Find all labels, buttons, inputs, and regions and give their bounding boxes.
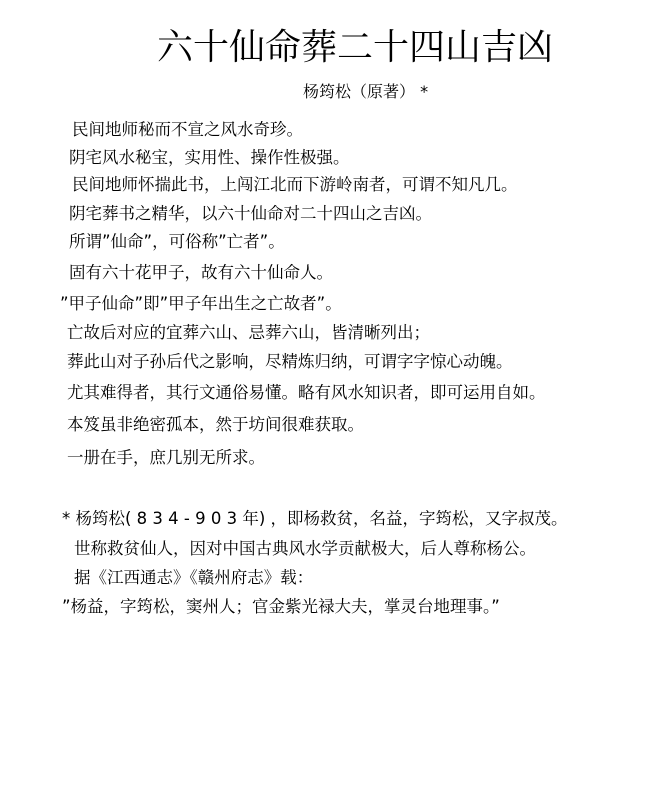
body-line: 民间地师秘而不宣之风水奇珍。 xyxy=(72,120,303,139)
footnote-line: 世称救贫仙人，因对中国古典风水学贡献极大，后人尊称杨公。 xyxy=(74,539,536,558)
body-line: 民间地师怀揣此书，上闯江北而下游岭南者，可谓不知凡几。 xyxy=(72,175,518,194)
body-line: 尤其难得者，其行文通俗易懂。略有风水知识者，即可运用自如。 xyxy=(67,383,546,402)
footnote-line: 据《江西通志》《赣州府志》载： xyxy=(74,568,314,587)
footnote-line: * 杨筠松( 8 3 4 - 9 0 3 年) ，即杨救贫，名益，字筠松，又字叔茂。 xyxy=(62,509,568,528)
body-line: 葬此山对子孙后代之影响，尽精炼归纳，可谓字字惊心动魄。 xyxy=(67,352,513,371)
body-line: 亡故后对应的宜葬六山、忌葬六山，皆清晰列出； xyxy=(67,323,430,342)
body-line: 一册在手，庶几别无所求。 xyxy=(67,448,265,467)
footnote-line: ”杨益，字筠松，窦州人；官金紫光禄大夫，掌灵台地理事。” xyxy=(62,597,500,616)
body-line: 阴宅风水秘宝，实用性、操作性极强。 xyxy=(69,148,350,167)
author-line: 杨筠松（原著） * xyxy=(303,82,429,101)
body-line: 所谓”仙命”，可俗称”亡者”。 xyxy=(69,232,285,251)
body-line: 本笈虽非绝密孤本，然于坊间很难获取。 xyxy=(67,415,364,434)
body-line: 阴宅葬书之精华，以六十仙命对二十四山之吉凶。 xyxy=(69,204,432,223)
body-line: 固有六十花甲子，故有六十仙命人。 xyxy=(69,263,333,282)
document-title: 六十仙命葬二十四山吉凶 xyxy=(156,27,553,68)
body-line: ”甲子仙命”即”甲子年出生之亡故者”。 xyxy=(60,294,342,313)
